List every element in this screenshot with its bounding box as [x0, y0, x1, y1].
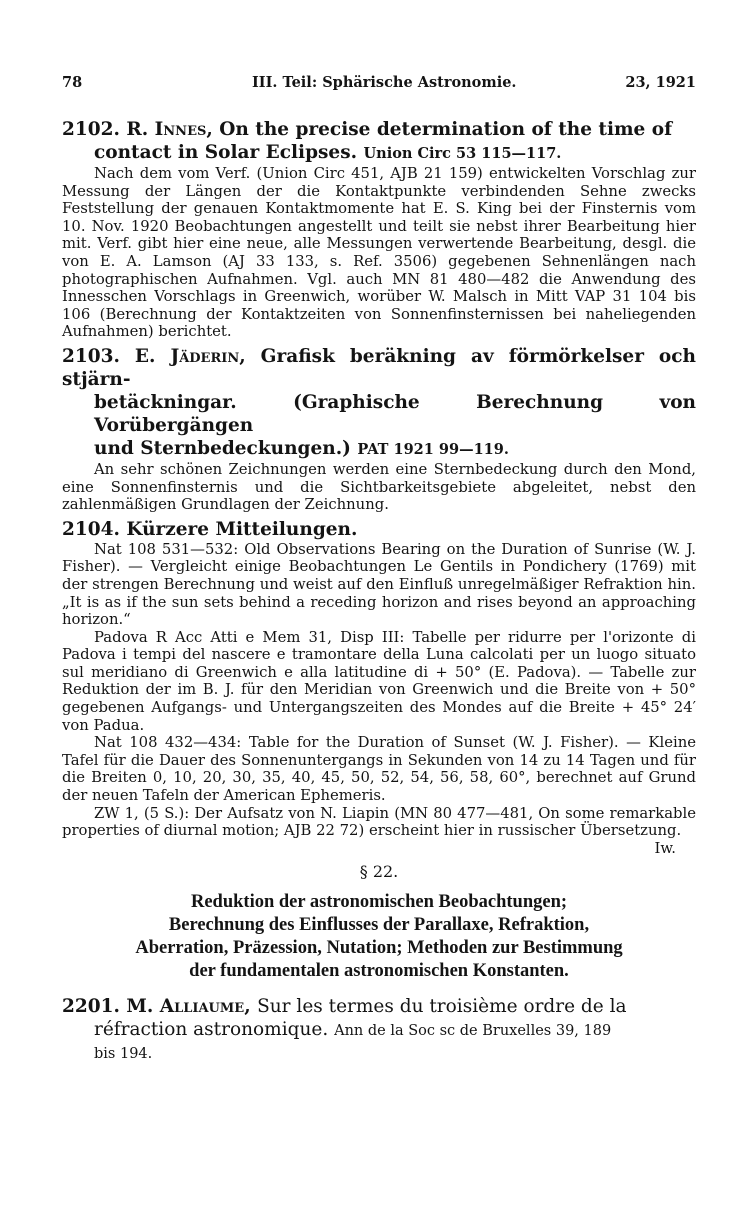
section-title-line: Reduktion der astronomischen Beobachtungen; [190, 891, 568, 912]
entry-source: Ann de la Soc sc de Bruxelles 39, 189 [334, 1022, 612, 1039]
section-number: § 22. [359, 861, 399, 881]
volume-year: 23, 1921 [625, 74, 696, 91]
entry-2103-body [62, 461, 696, 514]
reviewer-signature: Iw. [654, 839, 676, 857]
short-note [62, 804, 696, 857]
entry-title: Kürzere Mitteilungen. [126, 518, 358, 540]
entry-number: 2103. [62, 345, 120, 367]
entry-number: 2102. [62, 119, 120, 140]
entry-source: Union Circ 53 115—117. [363, 145, 562, 162]
entry-author: M. Alliaume, [126, 995, 251, 1017]
entry-title-cont: réfraction astronomique. [94, 1018, 329, 1040]
entry-2102-heading [62, 118, 696, 165]
short-note: Nat 108 432—434: Table for the Duration of Sunset (W. J. Fisher). — Kleine Tafel für die Dauer des Sonnenuntergangs in Sekunden von 14 zu 14 Tagen und für die Breiten 0, 10, 20, 30, 35, 40, 45, 50, 52, 54, 56, 58, 60°, berechnet auf Grund der neuen Tafeln der American Ephemeris. [62, 734, 696, 805]
entry-text: Nach dem vom Verf. (Union Circ 451, AJB 21 159) entwickelten Vorschlag zur Messung der Längen der die Kontaktpunkte verbindenden Sehne zwecks Feststellung der genauen Kontaktmomente hat E. S. King bei der Finsternis vom 10. Nov. 1920 Beobachtungen angestellt und teilt sie nebst ihrer Bearbeitung hier mit. Verf. gibt hier eine neue, alle Messungen verwertende Bearbeitung, desgl. die von E. A. Lamson (AJ 33 133, s. Ref. 3506) gegebenen Sehnenlängen nach photographischen Aufnahmen. Vgl. auch MN 81 480—482 die Anwendung des Innesschen Vorschlags in Greenwich, worüber W. Malsch in Mitt VAP 31 104 bis 106 (Berechnung der Kontaktzeiten von Sonnenfinsternissen bei naheliegenden Aufnahmen) berichtet. [62, 165, 696, 341]
section-title-line: Berechnung des Einflusses der Parallaxe, Refraktion, [168, 914, 590, 935]
entry-title: Sur les termes du troisième ordre de la [257, 995, 627, 1017]
entry-title: Grafisk beräkning av förmörkelser och stjärn- [62, 345, 696, 390]
entry-2201-heading [62, 995, 696, 1066]
entry-2104-body [62, 540, 696, 857]
short-note: Padova R Acc Atti e Mem 31, Disp III: Tabelle per ridurre per l'orizonte di Padova i tempi del nascere e tramontare della Luna calcolati per un luogo situato sul meridiano di Greenwich e alla latitudine di + 50° (E. Padova). — Tabelle zur Reduktion der im B. J. für den Meridian von Greenwich und die Breite von + 50° gegebenen Aufgangs- und Untergangszeiten des Mondes auf die Breite + 45° 24′ von Padua. [62, 628, 696, 734]
entry-source: PAT 1921 99—119. [357, 440, 509, 458]
section-title-line: Aberration, Präzession, Nutation; Methoden zur Bestimmung [135, 937, 623, 958]
page-number: 78 [62, 74, 83, 91]
entry-title-cont: und Sternbedeckungen.) [94, 437, 351, 459]
entry-2104-heading [62, 518, 696, 541]
entry-2103-heading [62, 345, 696, 461]
entry-title: On the precise determination of the time of [219, 119, 673, 140]
section-title-line: der fundamentalen astronomischen Konstanten. [189, 960, 569, 981]
entry-title-cont: contact in Solar Eclipses. [94, 142, 358, 163]
entry-2104 [62, 518, 696, 857]
entry-number: 2201. [62, 995, 120, 1017]
short-note: Nat 108 531—532: Old Observations Bearing on the Duration of Sunrise (W. J. Fisher). — Vergleicht einige Beobachtungen Le Gentils in Pondichery (1769) mit der strengen Berechnung und weist auf den Einfluß unregelmäßiger Refraktion hin. „It is as if the sun sets behind a receding horizon and rises beyond an approaching horizon.“ [62, 540, 696, 629]
entry-2201 [62, 995, 696, 1066]
entry-2102 [62, 118, 696, 341]
entry-2103 [62, 345, 696, 514]
entry-number: 2104. [62, 518, 120, 540]
entry-author: R. Innes, [126, 119, 213, 140]
short-note-text: ZW 1, (5 S.): Der Aufsatz von N. Liapin (MN 80 477—481, On some remarkable properties of diurnal motion; AJB 22 72) erscheint hier in russischer Übersetzung. [62, 804, 696, 840]
entry-source-cont: bis 194. [94, 1045, 153, 1062]
entry-title-cont: betäckningar. (Graphische Berechnung von Vorübergängen [94, 391, 696, 436]
entry-text: An sehr schönen Zeichnungen werden eine Sternbedeckung durch den Mond, eine Sonnenfinsternis und die Sichtbarkeitsgebiete abgeleitet, nebst den zahlenmäßigen Grundlagen der Zeichnung. [62, 460, 696, 514]
entry-2102-body [62, 165, 696, 341]
section-title [62, 891, 696, 983]
entry-author: E. Jäderin, [134, 345, 246, 367]
page [62, 72, 696, 1066]
running-header [62, 72, 696, 98]
running-title: III. Teil: Sphärische Astronomie. [252, 74, 517, 91]
